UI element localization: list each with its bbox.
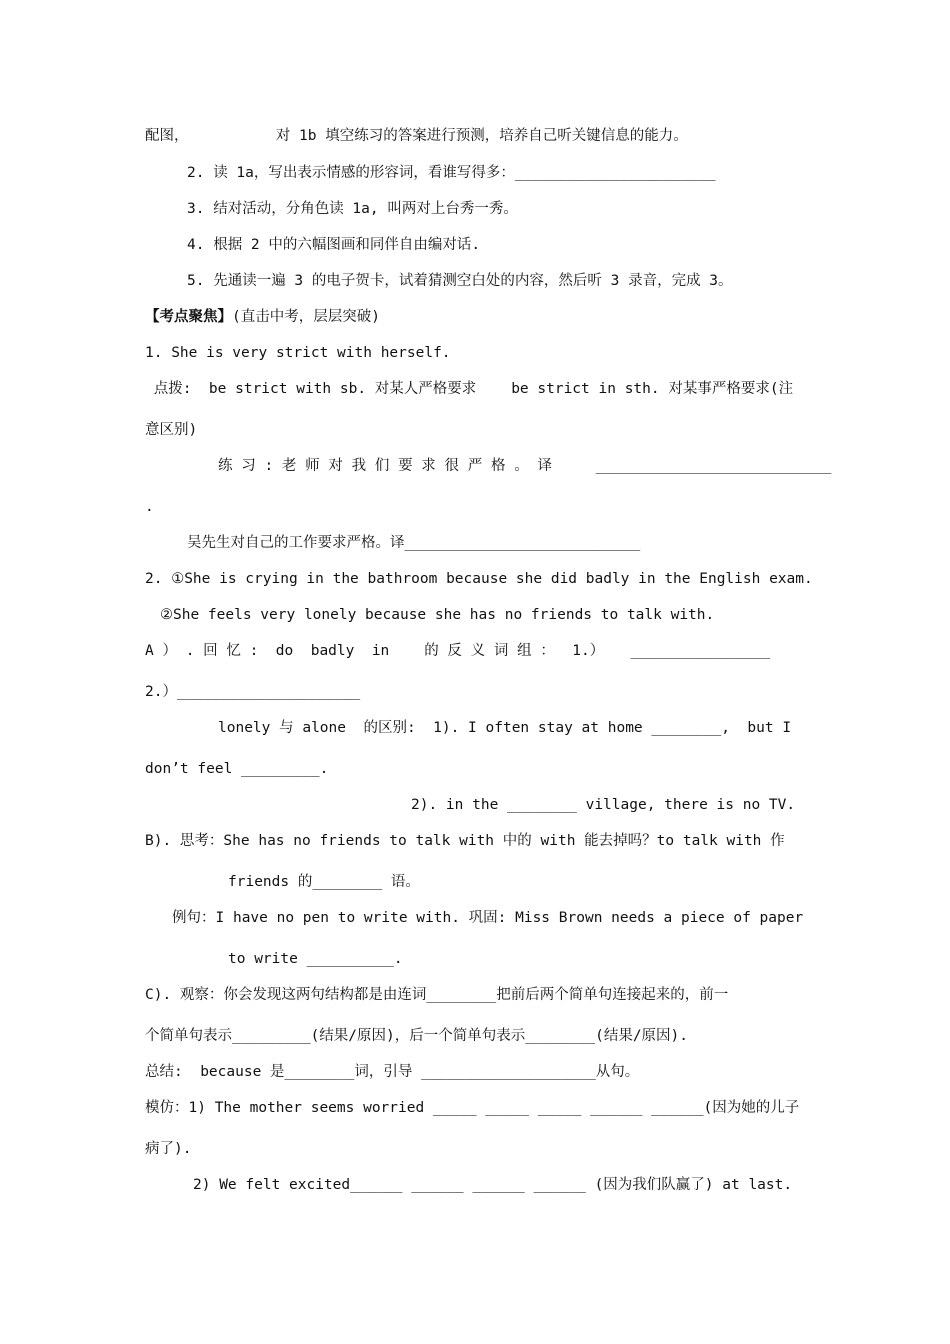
line-task-3: 3. 结对活动，分角色读 1a, 叫两对上台秀一秀。 (187, 201, 518, 217)
line-figure-prediction: 配图， 对 1b 填空练习的答案进行预测，培养自己听关键信息的能力。 (145, 128, 688, 144)
part-a-recall-2: 2.）_____________________ (145, 684, 361, 700)
section-heading-bold: 【考点聚焦】 (145, 309, 232, 325)
section-heading (145, 307, 380, 327)
lonely-alone-1-cont: don’t feel _________. (145, 761, 329, 777)
part-c-observe: C). 观察：你会发现这两句结构都是由连词________把前后两个简单句连接起来的，前一 (145, 987, 729, 1003)
line-task-5: 5. 先通读一遍 3 的电子贺卡，试着猜测空白处的内容，然后听 3 录音，完成 3。 (187, 273, 733, 289)
part-b-example-cont: to write __________. (228, 951, 403, 967)
imitate-1-cont: 病了). (145, 1141, 192, 1157)
part-c-observe-cont: 个简单句表示_________(结果/原因)，后一个简单句表示________(结果/原因). (145, 1028, 689, 1044)
imitate-1: 模仿：1) The mother seems worried _____ _____ _____ ______ ______(因为她的儿子 (145, 1100, 800, 1116)
exercise-translate-1-end: . (145, 499, 154, 515)
line-task-4: 4. 根据 2 中的六幅图画和同伴自由编对话. (187, 237, 481, 253)
exercise-translate-1: 练 习 : 老 师 对 我 们 要 求 很 严 格 。 译 ___________________________ (218, 458, 832, 474)
point-2-sentence-b: ②She feels very lonely because she has no friends to talk with. (160, 607, 715, 623)
point-1-sentence: 1. She is very strict with herself. (145, 345, 451, 361)
part-b-example: 例句：I have no pen to write with. 巩固: Miss Brown needs a piece of paper (172, 910, 804, 926)
line-task-2: 2. 读 1a，写出表示情感的形容词，看谁写得多：_______________________ (187, 165, 716, 181)
part-b-think-cont: friends 的________ 语。 (228, 874, 420, 890)
summary-line: 总结: because 是________词，引导 ____________________从句。 (145, 1064, 640, 1080)
imitate-2: 2) We felt excited______ ______ ______ ______ (因为我们队赢了) at last. (193, 1177, 793, 1193)
point-1-tip-cont: 意区别) (145, 422, 198, 438)
lonely-alone-1: lonely 与 alone 的区别: 1). I often stay at home ________, but I (218, 720, 792, 736)
part-b-think: B). 思考：She has no friends to talk with 中的 with 能去掉吗？to talk with 作 (145, 833, 785, 849)
exercise-translate-2: 吴先生对自己的工作要求严格。译___________________________ (187, 535, 641, 551)
part-a-recall: A ） . 回 忆 : do badly in 的 反 义 词 组 ： 1.） ________________ (145, 643, 771, 659)
section-heading-rest: (直击中考，层层突破) (232, 309, 380, 325)
lonely-alone-2: 2). in the ________ village, there is no TV. (411, 797, 796, 813)
point-1-tip: 点拨: be strict with sb. 对某人严格要求 be strict in sth. 对某事严格要求(注 (145, 381, 794, 397)
point-2-sentence-a: 2. ①She is crying in the bathroom because she did badly in the English exam. (145, 571, 813, 587)
